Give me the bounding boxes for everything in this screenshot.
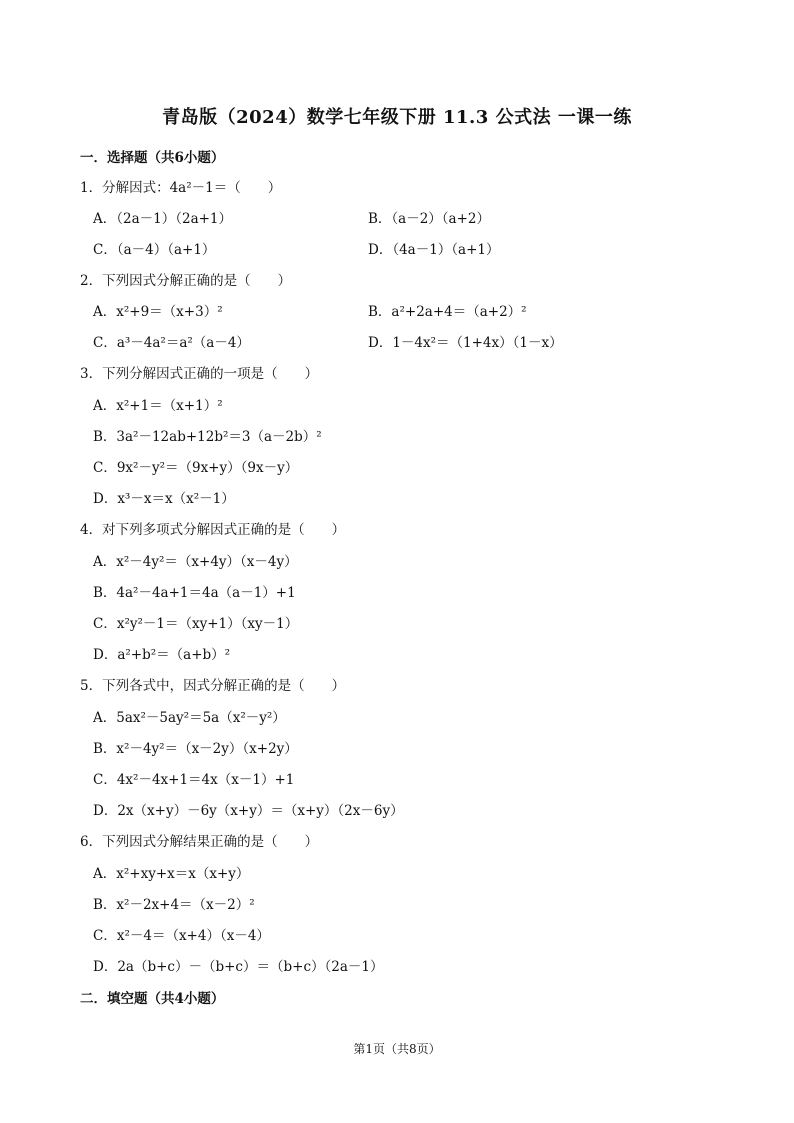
q2-option-c: C．a³－4a²＝a²（a－4） (93, 335, 250, 351)
question-4-stem: 4．对下列多项式分解因式正确的是（ ） (80, 522, 346, 538)
section-heading-choice: 一．选择题（共6小题） (80, 150, 225, 166)
q5-option-c: C．4x²－4x+1＝4x（x－1）+1 (93, 772, 295, 788)
q6-option-a: A．x²+xy+x＝x（x+y） (93, 866, 250, 882)
q6-option-d: D．2a（b+c）－（b+c）＝（b+c）（2a－1） (93, 959, 384, 975)
section-heading-fill-in: 二．填空题（共4小题） (80, 991, 225, 1007)
q1-option-c: C．（a－4）（a+1） (93, 242, 216, 258)
q4-option-a: A．x²－4y²＝（x+4y）（x－4y） (93, 554, 298, 570)
q2-option-a: A．x²+9＝（x+3）² (93, 304, 223, 320)
q4-option-c: C．x²y²－1＝（xy+1）（xy－1） (93, 616, 299, 632)
q3-option-c: C．9x²－y²＝（9x+y）（9x－y） (93, 460, 299, 476)
q6-option-b: B．x²－2x+4＝（x－2）² (93, 897, 255, 913)
question-1-stem: 1．分解因式：4a²－1＝（ ） (80, 180, 282, 196)
q2-option-b: B．a²+2a+4＝（a+2）² (368, 304, 527, 320)
question-6-stem: 6．下列因式分解结果正确的是（ ） (80, 834, 319, 850)
q1-option-b: B．（a－2）（a+2） (368, 211, 491, 227)
question-2-stem: 2．下列因式分解正确的是（ ） (80, 273, 292, 289)
question-5-stem: 5．下列各式中，因式分解正确的是（ ） (80, 678, 346, 694)
q5-option-a: A．5ax²－5ay²＝5a（x²－y²） (93, 710, 286, 726)
q6-option-c: C．x²－4＝（x+4）（x－4） (93, 928, 270, 944)
question-3-stem: 3．下列分解因式正确的一项是（ ） (80, 366, 319, 382)
page-footer: 第1页（共8页） (353, 1042, 441, 1056)
q5-option-b: B．x²－4y²＝（x－2y）（x+2y） (93, 741, 298, 757)
q3-option-a: A．x²+1＝（x+1）² (93, 398, 223, 414)
q3-option-b: B．3a²－12ab+12b²＝3（a－2b）² (93, 429, 322, 445)
q1-option-a: A．（2a－1）（2a+1） (93, 211, 233, 227)
q1-option-d: D．（4a－1）（a+1） (368, 242, 500, 258)
q4-option-b: B．4a²－4a+1＝4a（a－1）+1 (93, 585, 296, 601)
q3-option-d: D．x³－x＝x（x²－1） (93, 491, 235, 507)
q4-option-d: D．a²+b²＝（a+b）² (93, 647, 231, 663)
page-title: 青岛版（2024）数学七年级下册 11.3 公式法 一课一练 (162, 107, 632, 128)
q2-option-d: D．1－4x²＝（1+4x）（1－x） (368, 335, 563, 351)
q5-option-d: D．2x（x+y）－6y（x+y）＝（x+y）（2x－6y） (93, 803, 404, 819)
